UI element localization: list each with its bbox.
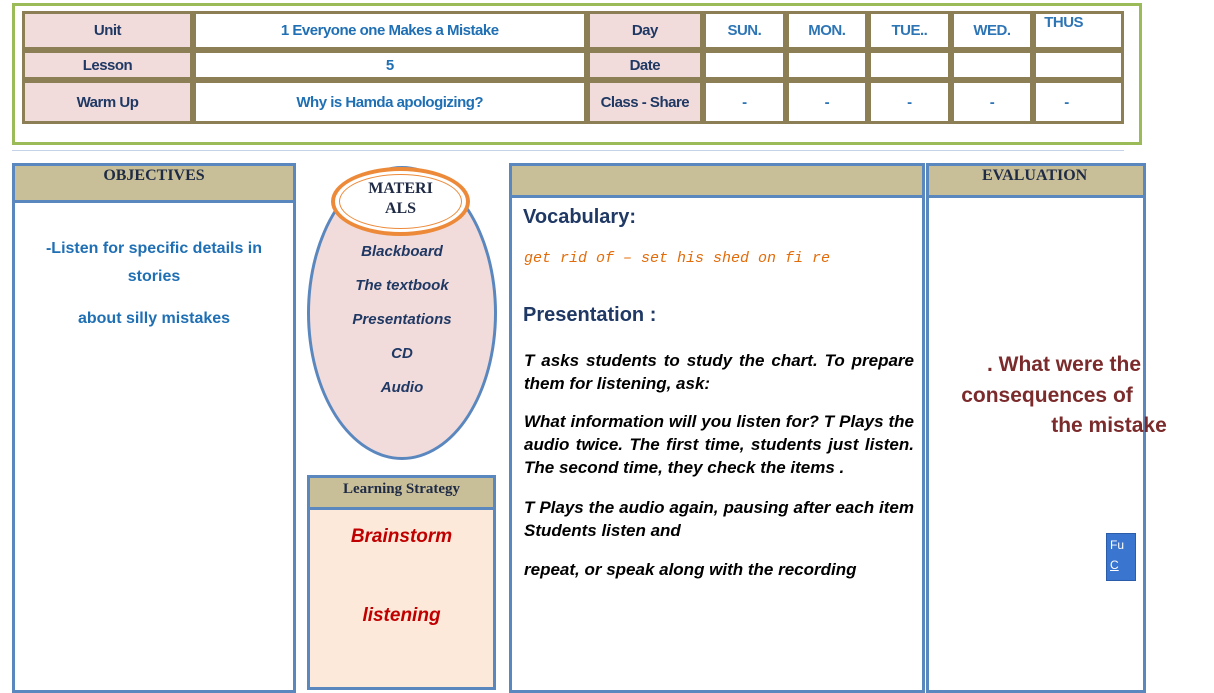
- lesson-value: 5: [193, 50, 587, 80]
- date-label: Date: [587, 50, 704, 80]
- day-thu: THUS: [1033, 11, 1124, 50]
- materials-item: The textbook: [355, 277, 449, 294]
- class-share-label: Class - Share: [587, 80, 704, 124]
- warmup-value: Why is Hamda apologizing?: [193, 80, 587, 124]
- class-share-cell: -: [951, 80, 1034, 124]
- procedure-header-bar: [512, 166, 922, 198]
- procedure-paragraph: repeat, or speak along with the recording: [524, 560, 857, 579]
- objectives-line: about silly mistakes: [77, 310, 231, 327]
- date-cell: [703, 50, 785, 80]
- procedure-paragraph: What information will you listen for? T Plays the audio twice. The first time, students just listen. The second time, they check the items .: [524, 412, 914, 477]
- evaluation-panel: [926, 163, 1167, 693]
- objectives-panel: [12, 163, 296, 693]
- materials-title: [335, 179, 466, 219]
- objectives-line: stories: [127, 268, 181, 285]
- day-mon: MON.: [786, 11, 869, 50]
- unit-value: 1 Everyone one Makes a Mistake: [193, 11, 587, 50]
- day-label: Day: [587, 11, 704, 50]
- class-share-cell: -: [703, 80, 785, 124]
- procedure-panel: [509, 163, 925, 693]
- materials-item: Blackboard: [361, 243, 443, 260]
- presentation-heading: Presentation :: [523, 304, 657, 326]
- materials-badge: [331, 167, 470, 236]
- vocabulary-heading: Vocabulary:: [523, 206, 636, 228]
- learning-strategy-item: Brainstorm: [350, 526, 453, 547]
- materials-item: Audio: [380, 379, 424, 396]
- popup-line: Fu: [1110, 538, 1125, 552]
- header-divider: [12, 150, 1124, 151]
- materials-item: CD: [391, 345, 413, 362]
- date-cell: [786, 50, 869, 80]
- materials-item: Presentations: [352, 311, 452, 328]
- evaluation-line: . What were the: [986, 353, 1142, 376]
- evaluation-line: the mistake: [1051, 414, 1167, 437]
- class-share-cell: -: [1033, 80, 1124, 124]
- lesson-label: Lesson: [22, 50, 193, 80]
- popup-link[interactable]: C: [1110, 558, 1119, 572]
- learning-strategy-title: Learning Strategy: [310, 478, 493, 510]
- date-cell: [951, 50, 1034, 80]
- date-cell: [868, 50, 951, 80]
- floating-popup[interactable]: [1106, 533, 1136, 581]
- unit-label: Unit: [22, 11, 193, 50]
- day-sun: SUN.: [703, 11, 785, 50]
- materials-title-line: ALS: [384, 200, 417, 217]
- objectives-title: OBJECTIVES: [15, 166, 293, 203]
- lesson-header-table: [22, 11, 1124, 124]
- warmup-label: Warm Up: [22, 80, 193, 124]
- procedure-paragraph: T Plays the audio again, pausing after each item Students listen and: [524, 498, 914, 540]
- vocabulary-text: get rid of – set his shed on fi re: [524, 250, 831, 267]
- class-share-cell: -: [786, 80, 869, 124]
- class-share-cell: -: [868, 80, 951, 124]
- day-tue: TUE..: [868, 11, 951, 50]
- materials-title-line: MATERI: [368, 180, 433, 197]
- procedure-paragraph: T asks students to study the chart. To prepare them for listening, ask:: [524, 351, 914, 393]
- learning-strategy-panel: [307, 475, 496, 690]
- evaluation-line: consequences of: [961, 384, 1133, 407]
- date-cell: [1033, 50, 1124, 80]
- objectives-line: -Listen for specific details in: [45, 240, 263, 257]
- evaluation-title: EVALUATION: [929, 166, 1143, 198]
- learning-strategy-item: listening: [362, 605, 441, 626]
- day-wed: WED.: [951, 11, 1034, 50]
